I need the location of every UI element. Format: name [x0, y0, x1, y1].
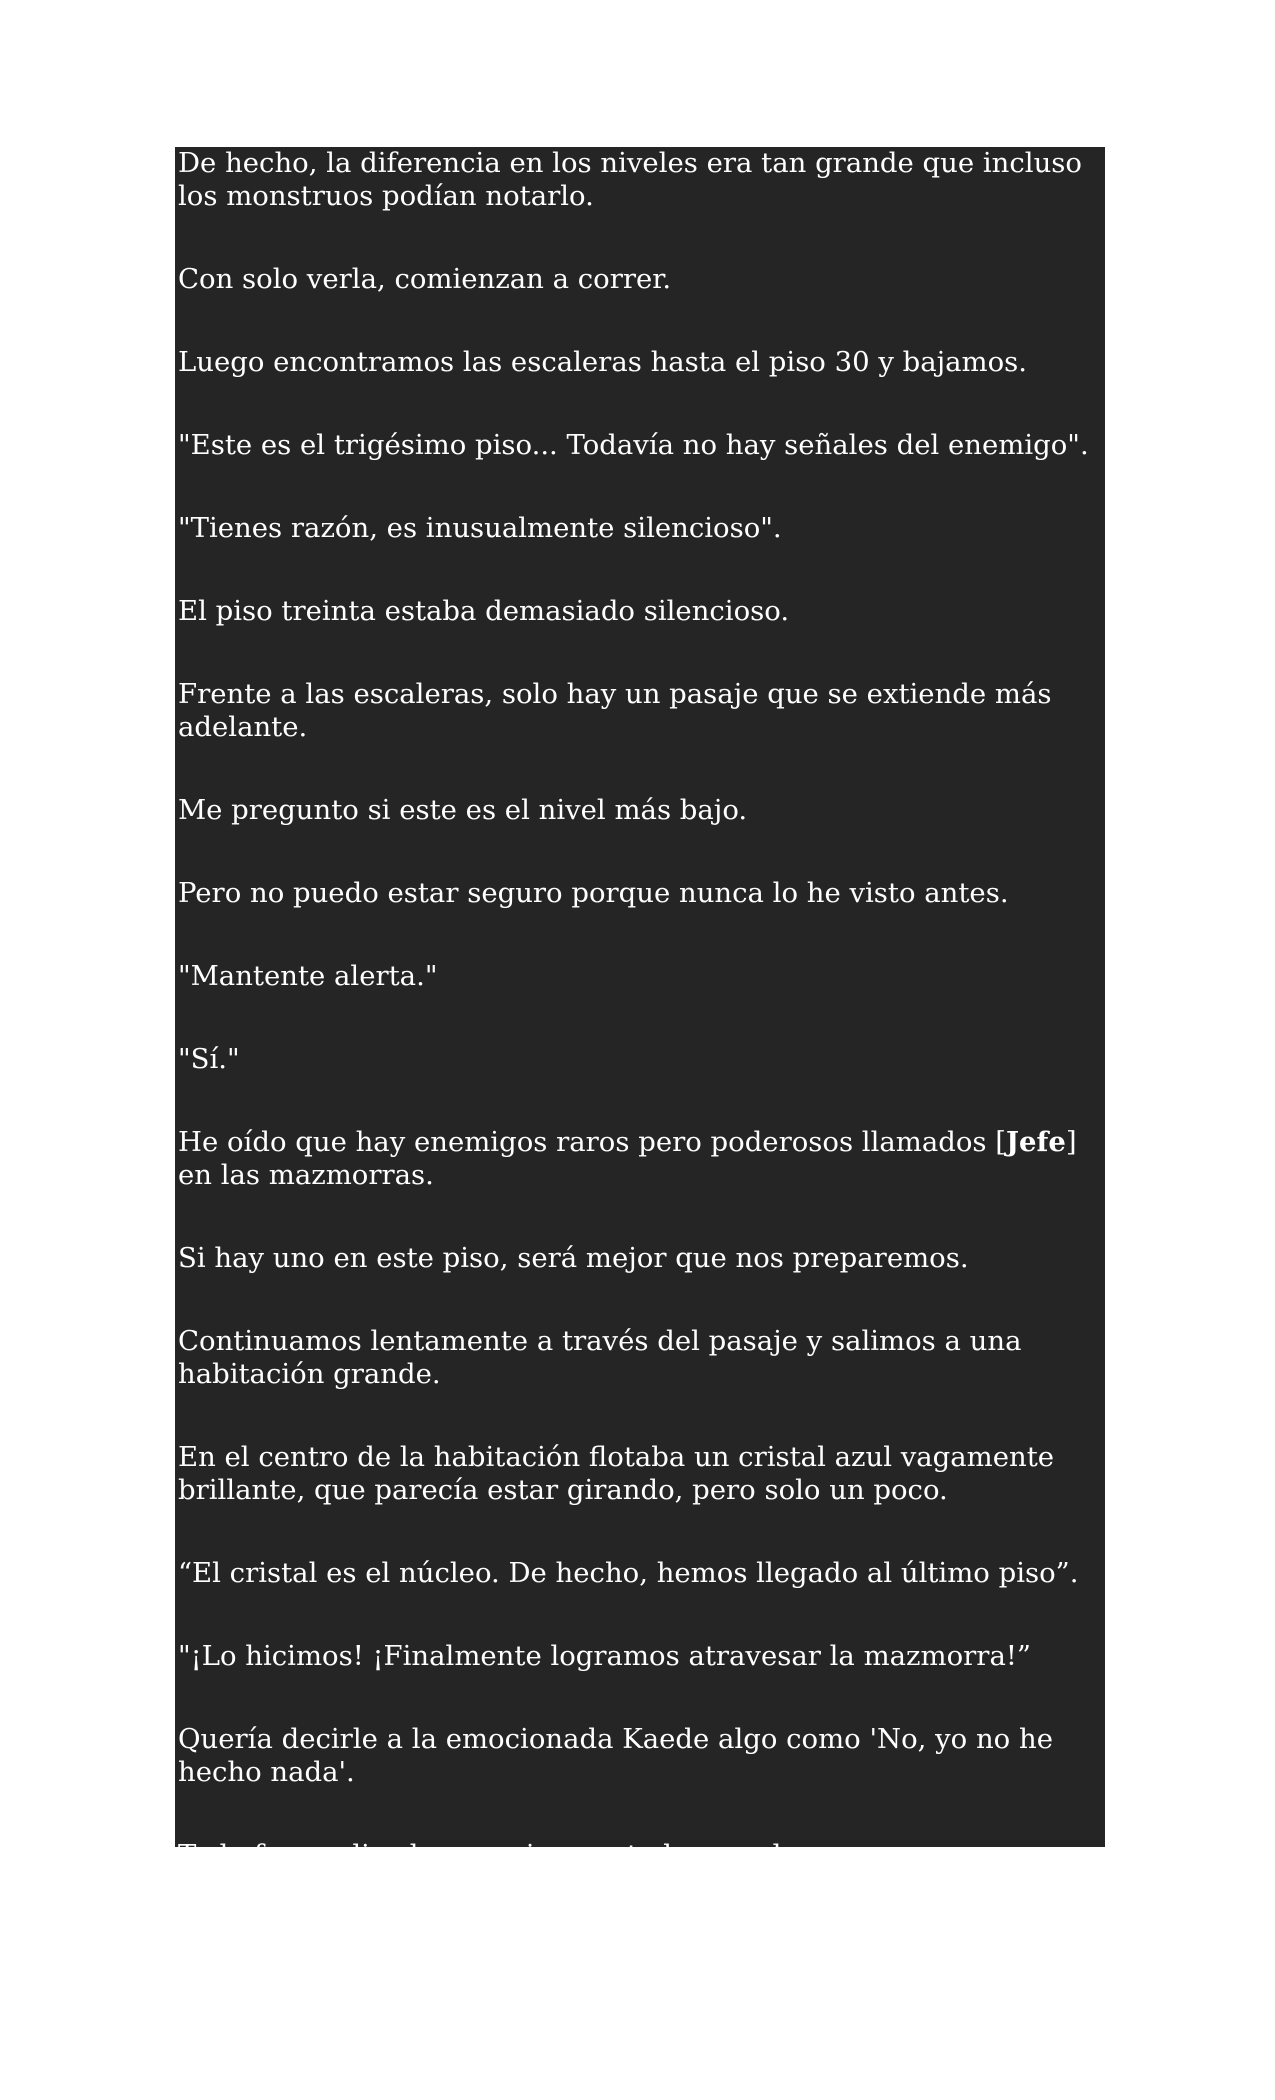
- paragraph: "Sí.": [178, 1043, 240, 1075]
- paragraph: Con solo verla, comienzan a correr.: [178, 263, 672, 295]
- paragraph: Me pregunto si este es el nivel más bajo.: [178, 794, 748, 826]
- paragraph: El piso treinta estaba demasiado silencioso.: [178, 595, 790, 627]
- paragraph: "Mantente alerta.": [178, 960, 438, 992]
- boss-paragraph: [178, 1126, 1101, 1192]
- paragraph: Continuamos lentamente a través del pasaje y salimos a una habitación grande.: [178, 1325, 1022, 1390]
- paragraph: De hecho, la diferencia en los niveles era tan grande que incluso los monstruos podían notarlo.: [178, 147, 1082, 212]
- boss-text-after: ] en las mazmorras.: [178, 1126, 1077, 1191]
- paragraph: Luego encontramos las escaleras hasta el piso 30 y bajamos.: [178, 346, 1028, 378]
- paragraph: "¡Lo hicimos! ¡Finalmente logramos atravesar la mazmorra!”: [178, 1640, 1031, 1672]
- paragraph: En el centro de la habitación flotaba un cristal azul vagamente brillante, que parecía estar girando, pero solo un poco.: [178, 1441, 1055, 1506]
- paragraph: "Este es el trigésimo piso... Todavía no hay señales del enemigo".: [178, 429, 1089, 461]
- paragraph: "Tienes razón, es inusualmente silencioso".: [178, 512, 782, 544]
- paragraph: Quería decirle a la emocionada Kaede algo como 'No, yo no he hecho nada'.: [178, 1723, 1053, 1788]
- boss-text-before: He oído que hay enemigos raros pero poderosos llamados [: [178, 1126, 1006, 1158]
- paragraph: “El cristal es el núcleo. De hecho, hemos llegado al último piso”.: [178, 1557, 1079, 1589]
- paragraph: Pero no puedo estar seguro porque nunca lo he visto antes.: [178, 877, 1009, 909]
- dark-text-block: [175, 147, 1105, 1871]
- boss-term: Jefe: [1006, 1126, 1066, 1158]
- paragraph: Frente a las escaleras, solo hay un pasaje que se extiende más adelante.: [178, 678, 1052, 743]
- paragraph: Todo fue realizado por mi encantadora esclava.: [178, 1839, 839, 1871]
- paragraph: Si hay uno en este piso, será mejor que nos preparemos.: [178, 1242, 969, 1274]
